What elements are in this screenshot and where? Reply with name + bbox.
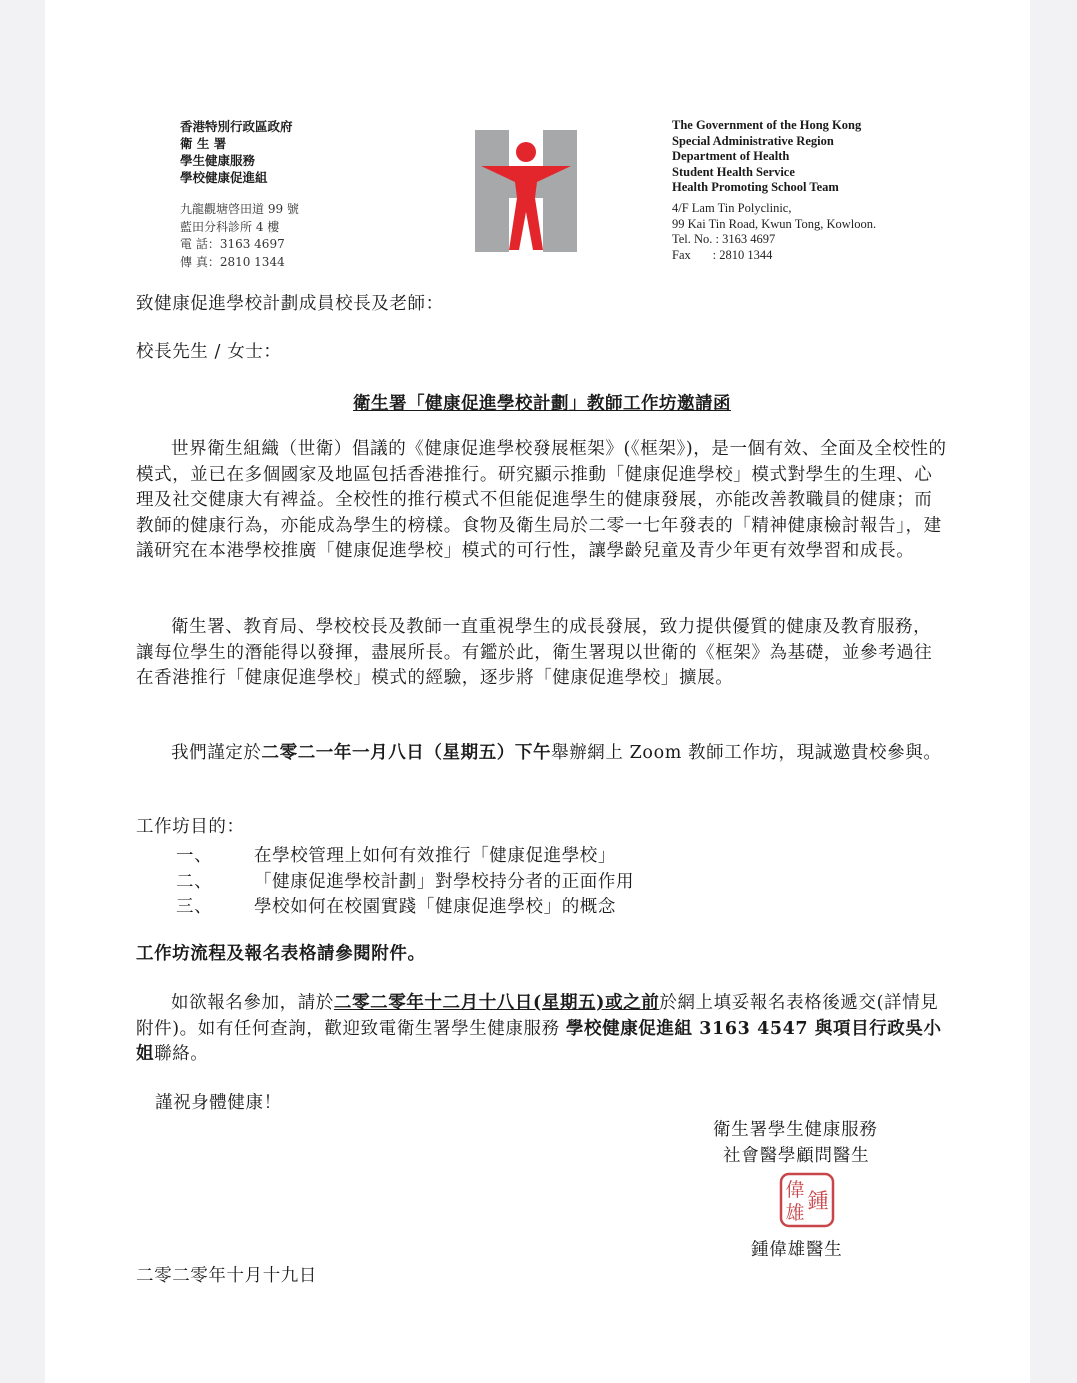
recipient-line: 致健康促進學校計劃成員校長及老師： — [136, 294, 444, 314]
paragraph-3: 我們謹定於二零二一年一月八日（星期五）下午舉辦網上 Zoom 教師工作坊，現誠邀貴校參與。 — [171, 743, 942, 763]
letter-date: 二零二零年十月十九日 — [136, 1266, 317, 1286]
workshop-date: 二零二一年一月八日（星期五）下午 — [261, 743, 552, 763]
paragraph-2: 衛生署、教育局、學校校長及教師一直重視學生的成長發展，致力提供優質的健康及教育服務，讓每位學生的潛能得以發揮，盡展所長。有鑑於此，衛生署現以世衛的《框架》為基礎，並參考過往在香港推行「健康促進學校」模式的經驗，逐步將「健康促進學校」擴展。 — [136, 617, 933, 689]
registration-deadline: 二零二零年十二月十八日(星期五)或之前 — [333, 993, 660, 1013]
signature-department: 衛生署學生健康服務 — [713, 1120, 878, 1140]
paragraph-1: 世界衛生組織（世衛）倡議的《健康促進學校發展框架》(《框架》)，是一個有效、全面及全校性的模式，並已在多個國家及地區包括香港推行。研究顯示推動「健康促進學校」模式對學生的生理、心理及社交健康大有裨益。全校性的推行模式不但能促進學生的健康發展，亦能改善教職員的健康；而教師的健康行為，亦能成為學生的榜樣。食物及衛生局於二零一七年發表的「精神健康檢討報告」，建議研究在本港學校推廣「健康促進學校」模式的可行性，讓學齡兒童及青少年更有效學習和成長。 — [136, 439, 947, 562]
salutation: 校長先生 / 女士： — [136, 342, 282, 362]
en-organization: The Government of the Hong Kong Special Administrative Region Department of Health Student Health Service Health Promoting School Team — [672, 118, 862, 194]
letter-page: 香港特別行政區政府 衛 生 署 學生健康服務 學校健康促進組 九龍觀塘啓田道 99 號 藍田分科診所 4 樓 電 話：3163 4697 傳 真：2810 1344 The Government of the Hong Kong Special Administrative Region Department of Health Student Health Service Health Promoting School Team 4/F Lam Tin Polyclinic, 99 Kai Tin Road, Kwun Tong, Kowloon. Tel. No. : 3163 4697 Fax : 2810 1344 致健康促進學校計劃成員校長及老師： 校長先生 / 女士： 衛生署「健康促進學校計劃」教師工作坊邀請函 世界衛生組織（世衛）倡議的《健康促進學校發展框架》(《框架》)，是一個有效、全面及全校性的模式，並已在多個國家及地區包括香港推行。研究顯示推動「健康促進學校」模式對學生的生理、心理及社交健康大有裨益。全校性的推行模式不但能促進學生的健康發展，亦能改善教職員的健康；而教師的健康行為，亦能成為學生的榜樣。食物及衛生局於二零一七年發表的「精神健康檢討報告」，建議研究在本港學校推廣「健康促進學校」模式的可行性，讓學齡兒童及青少年更有效學習和成長。 衛生署、教育局、學校校長及教師一直重視學生的成長發展，致力提供優質的健康及教育服務，讓每位學生的潛能得以發揮，盡展所長。有鑑於此，衛生署現以世衛的《框架》為基礎，並參考過往在香港推行「健康促進學校」模式的經驗，逐步將「健康促進學校」擴展。 我們謹定於二零二一年一月八日（星期五）下午舉辦網上 Zoom 教師工作坊，現誠邀貴校參與。 工作坊目的： 一、 在學校管理上如何有效推行「健康促進學校」 二、 「健康促進學校計劃」對學校持分者的正面作用 三、 學校如何在校園實踐「健康促進學校」的概念 工作坊流程及報名表格請參閱附件。 如欲報名參加，請於二零二零年十二月十八日(星期五)或之前於網上填妥報名表格後遞交(詳情見附件)。如有任何查詢，歡迎致電衛生署學生健康服務 學校健康促進組 3163 4547 與項目行政吳小姐聯絡。 謹祝身體健康！ 衛生署學生健康服務 社會醫學顧問醫生 偉 鍾 雄 鍾偉雄醫生 二零二零年十月十九日 — [45, 0, 1030, 1383]
svg-text:鍾: 鍾 — [807, 1189, 829, 1213]
zh-address: 九龍觀塘啓田道 99 號 藍田分科診所 4 樓 電 話：3163 4697 傳 真：2810 1344 — [180, 202, 299, 269]
purpose-heading: 工作坊目的： — [136, 817, 245, 837]
signature-title: 社會醫學顧問醫生 — [723, 1146, 870, 1166]
svg-text:雄: 雄 — [785, 1202, 805, 1224]
en-address: 4/F Lam Tin Polyclinic, 99 Kai Tin Road, Kwun Tong, Kowloon. Tel. No. : 3163 4697 Fax : 2810 1344 — [672, 201, 877, 262]
letter-title: 衛生署「健康促進學校計劃」教師工作坊邀請函 — [353, 394, 731, 414]
contact-info: 學校健康促進組 3163 4547 與項目行政吳小姐 — [136, 1018, 942, 1065]
svg-text:偉: 偉 — [785, 1179, 805, 1201]
closing-greeting: 謹祝身體健康！ — [155, 1093, 282, 1113]
signature-name: 鍾偉雄醫生 — [751, 1240, 843, 1260]
attachment-note: 工作坊流程及報名表格請參閱附件。 — [136, 944, 426, 964]
zh-organization: 香港特別行政區政府 衛 生 署 學生健康服務 學校健康促進組 — [180, 119, 293, 185]
paragraph-registration: 如欲報名參加，請於二零二零年十二月十八日(星期五)或之前於網上填妥報名表格後遞交(詳情見附件)。如有任何查詢，歡迎致電衛生署學生健康服務 學校健康促進組 3163 4547 與項目行政吳小姐聯絡。 — [136, 993, 942, 1065]
personal-seal-stamp — [779, 1172, 835, 1228]
department-of-health-logo — [475, 130, 577, 252]
